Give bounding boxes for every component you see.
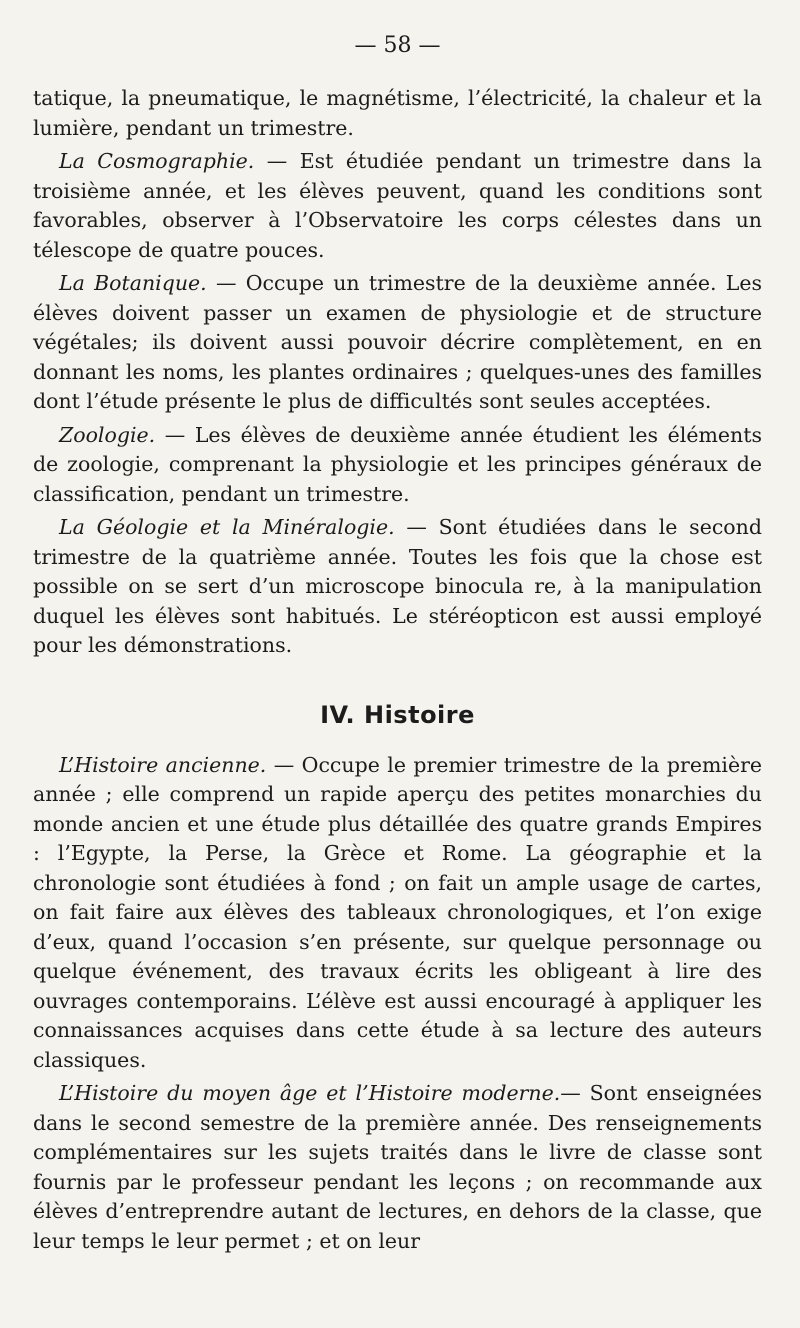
paragraph-lead: L’Histoire du moyen âge et l’Histoire moderne. <box>59 1081 561 1105</box>
paragraph-botanique <box>33 269 762 417</box>
paragraph-histoire-moyen-age <box>33 1079 762 1256</box>
paragraph-physics-continued <box>33 84 762 143</box>
section-heading: IV. Histoire <box>320 700 475 729</box>
paragraph-text: — Occupe un trimestre de la deuxième année. Les élèves doivent passer un examen de physiologie et de structure végétales; ils doivent aussi pouvoir décrire complètement, en en donnant les noms, les plantes ordinaires ; quelques-unes des familles dont l’étude présente le plus de difficultés sont seules acceptées. <box>33 271 763 413</box>
paragraph-histoire-ancienne <box>33 751 762 1076</box>
paragraph-lead: La Géologie et la Minéralogie. <box>59 515 395 539</box>
paragraph-lead: La Botanique. <box>59 271 207 295</box>
paragraph-text: tatique, la pneumatique, le magnétisme, l’électricité, la chaleur et la lumière, pendant un trimestre. <box>33 86 762 140</box>
page-number: — 58 — <box>354 33 441 58</box>
paragraph-cosmographie <box>33 147 762 265</box>
paragraph-lead: Zoologie. <box>59 422 156 447</box>
paragraph-text: — Les élèves de deuxième année étudient les éléments de zoologie, comprenant la physiologie et les principes généraux de classification, pendant un trimestre. <box>33 422 762 506</box>
paragraph-zoologie <box>33 421 762 510</box>
paragraph-geologie <box>33 513 762 661</box>
paragraph-text: — Occupe le premier trimestre de la première année ; elle comprend un rapide aperçu des petites monarchies du monde ancien et une étude plus détaillée des quatre grands Empires : l’Egypte, la Perse, la Grèce et Rome. La géographie et la chronologie sont étudiées à fond ; on fait un ample usage de cartes, on fait faire aux élèves des tableaux chronologiques, et l’on exige d’eux, quand l’occasion s’en présente, sur quelque personnage ou quelque événement, des travaux écrits les obligeant à lire des ouvrages contemporains. L’élève est aussi encouragé à appliquer les connaissances acquises dans cette étude à sa lecture des auteurs classiques. <box>33 752 763 1072</box>
paragraph-text: — Sont étudiées dans le second trimestre de la quatrième année. Toutes les fois que la chose est possible on se sert d’un microscope binocula re, à la manipulation duquel les élèves sont habitués. Le stéréopticon est aussi employé pour les démonstrations. <box>33 515 762 657</box>
paragraph-text: — Sont enseignées dans le second semestre de la première année. Des renseignements complémentaires sur les sujets traités dans le livre de classe sont fournis par le professeur pendant les leçons ; on recommande aux élèves d’entreprendre autant de lectures, en dehors de la classe, que leur temps le leur permet ; et on leur <box>33 1081 762 1253</box>
paragraph-lead: L’Histoire ancienne. <box>59 752 267 777</box>
paragraph-lead: La Cosmographie. <box>59 149 255 173</box>
paragraph-text: — Est étudiée pendant un trimestre dans la troisième année, et les élèves peuvent, quand les conditions sont favorables, observer à l’Observatoire les corps célestes dans un télescope de quatre pouces. <box>33 149 762 262</box>
